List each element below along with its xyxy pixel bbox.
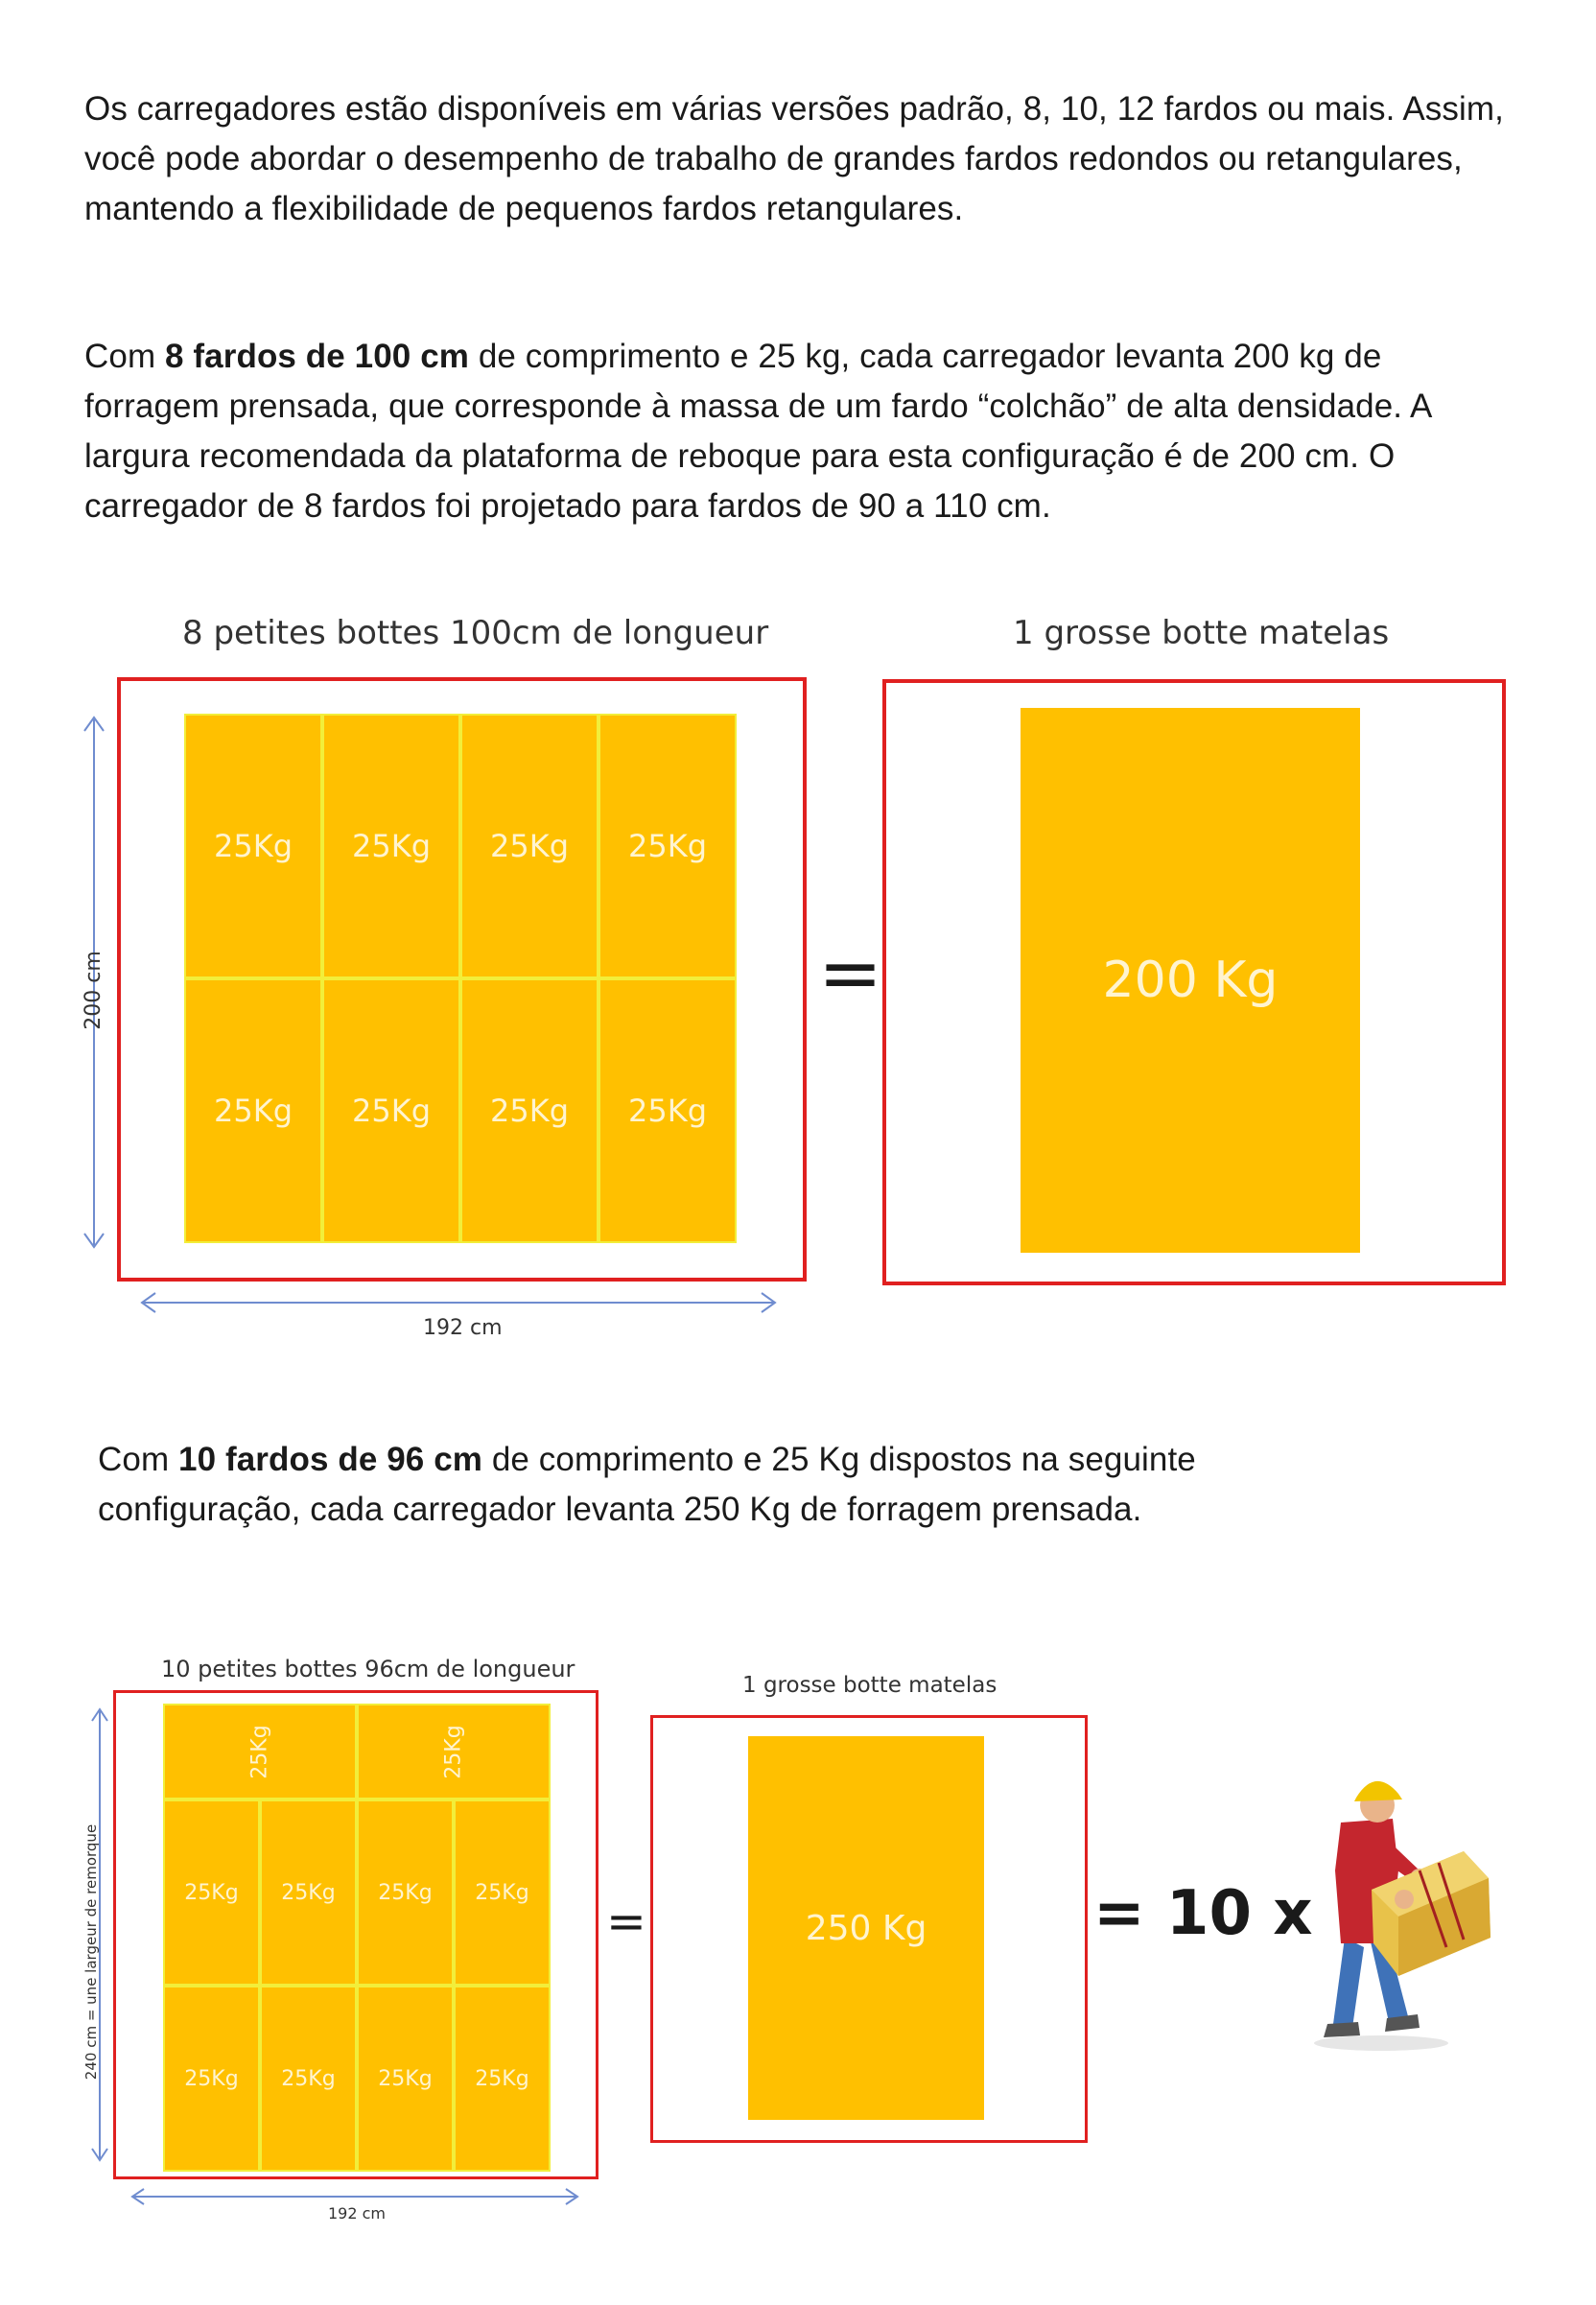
intro-paragraph: Os carregadores estão disponíveis em várias versões padrão, 8, 10, 12 fardos ou mais. Assim, você pode abordar o desempenho de trabalho de grandes fardos redondos ou retangulares, mantendo a flexibilidade de pequenos fardos retangulares. [84,90,1504,227]
figure2-height-label: 240 cm = une largeur de remorque [82,1823,100,2081]
figure1-big-label: 200 Kg [1102,952,1279,1009]
figure1-bale-cell: 25Kg [184,714,322,978]
figure2-times-label: = 10 x [1093,1878,1313,1949]
figure1-bale-cell: 25Kg [598,978,737,1243]
section2-bold: 10 fardos de 96 cm [178,1441,482,1478]
figure2-bale-cell: 25Kg [163,1799,260,1986]
figure2-width-label: 192 cm [328,2204,387,2223]
figure2-big-label: 250 Kg [805,1908,927,1948]
figure2-bale-cell: 25Kg [163,1986,260,2172]
figure2-bale-cell: 25Kg [357,1799,454,1986]
section2-rest: de comprimento e 25 Kg dispostos na seguinte configuração, cada carregador levanta 250 Kg de forragem prensada. [98,1441,1196,1528]
figure2-bale-cell: 25Kg [260,1799,357,1986]
figure1-equals: = [818,929,883,1018]
section1-lead: Com [84,338,166,375]
figure2-top-bale-cell: 25Kg [163,1704,357,1799]
figure2-left-caption: 10 petites bottes 96cm de longueur [161,1656,575,1682]
figure1-bale-cell: 25Kg [322,714,460,978]
section1-bold: 8 fardos de 100 cm [165,338,469,375]
figure1-left-caption: 8 petites bottes 100cm de longueur [182,614,769,652]
section1-rest: de comprimento e 25 kg, cada carregador levanta 200 kg de forragem prensada, que corresponde à massa de um fardo “colchão” de alta densidade. A largura recomendada da plataforma de reboque para esta configuração é de 200 cm. O carregador de 8 fardos foi projetado para fardos de 90 a 110 cm. [84,338,1431,525]
figure2-bale-cell: 25Kg [260,1986,357,2172]
figure2-right-caption: 1 grosse botte matelas [742,1673,998,1698]
figure1-bale-cell: 25Kg [598,714,737,978]
section2-lead: Com [98,1441,179,1478]
figure1-bale-cell: 25Kg [322,978,460,1243]
figure1-height-label: 200 cm [81,951,106,1030]
figure2-bale-cell: 25Kg [357,1986,454,2172]
figure2-bale-cell: 25Kg [454,1986,551,2172]
figure2-bale-cell: 25Kg [454,1799,551,1986]
figure1-bale-cell: 25Kg [184,978,322,1243]
figure1-right-caption: 1 grosse botte matelas [1013,614,1390,652]
figure1-bale-cell: 25Kg [460,714,598,978]
figure1-bale-cell: 25Kg [460,978,598,1243]
figure2-equals: = [606,1893,646,1949]
figure1-width-label: 192 cm [423,1316,503,1340]
figure2-top-bale-cell: 25Kg [357,1704,551,1799]
